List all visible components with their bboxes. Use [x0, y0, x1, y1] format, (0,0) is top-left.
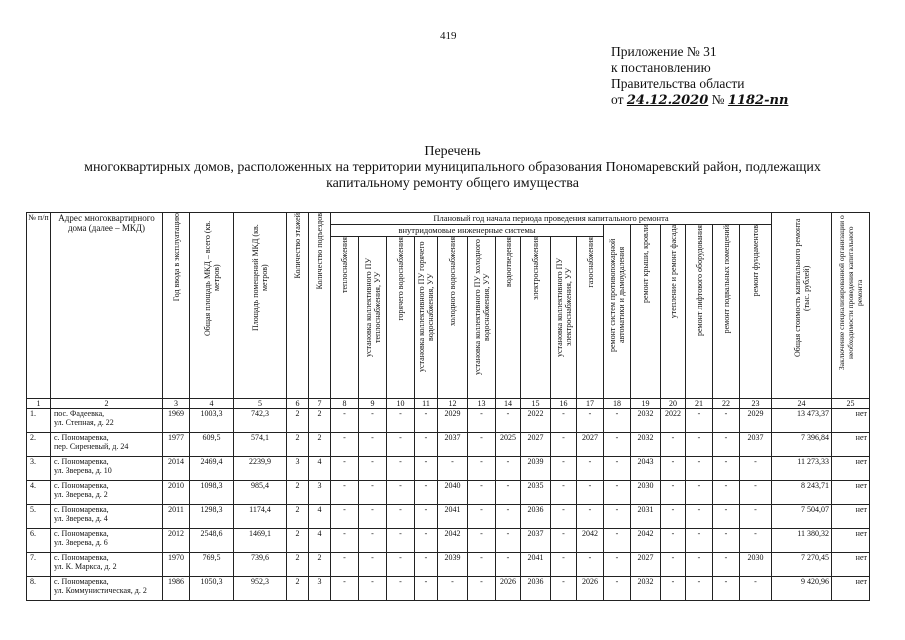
col-number: 13	[468, 399, 496, 409]
table-cell: -	[415, 433, 438, 457]
appendix-date: 24.12.2020	[626, 93, 709, 108]
col-number: 4	[190, 399, 234, 409]
address-cell	[51, 457, 163, 481]
table-row	[27, 481, 870, 505]
table-cell: 2031	[631, 505, 661, 529]
table-cell: 1050,3	[190, 577, 234, 601]
table-cell: -	[713, 553, 740, 577]
table-cell: 985,4	[234, 481, 287, 505]
col-number: 10	[387, 399, 415, 409]
table-cell: -	[577, 457, 604, 481]
address-locality: с. Пономаревка,	[54, 457, 109, 466]
table-cell: -	[740, 457, 772, 481]
table-cell: 2027	[631, 553, 661, 577]
table-cell: -	[468, 529, 496, 553]
table-cell: -	[604, 457, 631, 481]
table-cell: 2036	[521, 505, 551, 529]
header-address: Адрес многоквартирного дома (далее – МКД)	[51, 213, 163, 399]
table-cell: -	[387, 505, 415, 529]
document-subtitle-2: капитальному ремонту общего имущества	[326, 176, 579, 191]
table-cell: -	[496, 505, 521, 529]
table-cell: 2	[287, 433, 309, 457]
table-cell: 3	[309, 577, 331, 601]
table-cell: 2030	[740, 553, 772, 577]
table-cell: -	[359, 409, 387, 433]
table-cell: 2026	[496, 577, 521, 601]
address-street: ул. Зверева, д. 4	[54, 514, 108, 523]
table-cell: 1977	[163, 433, 190, 457]
address-locality: с. Пономаревка,	[54, 553, 109, 562]
table-cell: -	[604, 505, 631, 529]
table-cell: нет	[832, 481, 870, 505]
table-cell: 2548,6	[190, 529, 234, 553]
header-c12: холодного водоснабжения	[448, 237, 457, 327]
table-cell: -	[415, 553, 438, 577]
col-number: 17	[577, 399, 604, 409]
table-cell: -	[577, 481, 604, 505]
table-cell: 1969	[163, 409, 190, 433]
address-street: ул. К. Маркса, д. 2	[54, 562, 117, 571]
col-number: 7	[309, 399, 331, 409]
header-total-cost: Общая стоимость капитального ремонта (тыс. рублей)	[792, 218, 811, 358]
table-cell: 2041	[438, 505, 468, 529]
address-cell	[51, 529, 163, 553]
table-cell: -	[661, 553, 686, 577]
table-cell: 2029	[740, 409, 772, 433]
table-cell: -	[359, 505, 387, 529]
table-cell: -	[551, 457, 577, 481]
table-cell: -	[359, 457, 387, 481]
table-cell: 1174,4	[234, 505, 287, 529]
table-cell: 2	[287, 577, 309, 601]
table-cell: -	[604, 577, 631, 601]
table-cell: -	[604, 529, 631, 553]
table-cell: 2026	[577, 577, 604, 601]
header-conclusion: Заключение специализированной организации о необходимости проведения капитального ремонта	[837, 215, 864, 371]
col-number: 20	[661, 399, 686, 409]
row-number: 4.	[27, 481, 51, 505]
table-cell: -	[686, 481, 713, 505]
col-number: 14	[496, 399, 521, 409]
table-cell: 7 270,45	[772, 553, 832, 577]
table-cell: 1298,3	[190, 505, 234, 529]
address-locality: с. Пономаревка,	[54, 505, 109, 514]
header-c15: электроснабжения	[531, 237, 540, 300]
table-cell: 2039	[521, 457, 551, 481]
table-cell: -	[686, 409, 713, 433]
col-number: 23	[740, 399, 772, 409]
table-cell: 2032	[631, 433, 661, 457]
table-cell: 2	[309, 553, 331, 577]
table-cell: -	[496, 457, 521, 481]
table-cell: -	[577, 409, 604, 433]
table-cell: -	[686, 529, 713, 553]
col-number: 16	[551, 399, 577, 409]
col-number: 15	[521, 399, 551, 409]
col-number: 21	[686, 399, 713, 409]
table-cell: 1970	[163, 553, 190, 577]
table-cell: 2035	[521, 481, 551, 505]
address-cell	[51, 481, 163, 505]
header-plan: Плановый год начала периода проведения капитального ремонта	[331, 213, 772, 225]
table-cell: -	[438, 577, 468, 601]
table-cell: -	[468, 433, 496, 457]
table-cell: -	[740, 529, 772, 553]
table-cell: -	[686, 505, 713, 529]
table-cell: нет	[832, 505, 870, 529]
address-street: ул. Зверева, д. 10	[54, 466, 112, 475]
table-cell: -	[415, 529, 438, 553]
header-c13: установка коллективного ПУ холодного водоснабжения, УУ	[472, 239, 491, 375]
col-number: 11	[415, 399, 438, 409]
document-subtitle-1: многоквартирных домов, расположенных на территории муниципального образования Пономаревский район, подлежащих	[84, 160, 821, 175]
table-row	[27, 433, 870, 457]
table-cell: 2	[287, 505, 309, 529]
table-cell: -	[496, 409, 521, 433]
table-cell: 4	[309, 529, 331, 553]
appendix-no: №	[711, 92, 725, 107]
header-c23: ремонт фундаментов	[751, 225, 760, 297]
table-cell: -	[551, 433, 577, 457]
table-cell: 2040	[438, 481, 468, 505]
table-cell: -	[496, 481, 521, 505]
table-cell: -	[713, 577, 740, 601]
table-cell: 7 504,07	[772, 505, 832, 529]
table-cell: -	[604, 481, 631, 505]
row-number: 7.	[27, 553, 51, 577]
table-cell: 2037	[438, 433, 468, 457]
table-cell: -	[415, 577, 438, 601]
table-cell: -	[713, 481, 740, 505]
table-cell: 2037	[521, 529, 551, 553]
table-cell: -	[331, 553, 359, 577]
header-c10: горячего водоснабжения	[396, 237, 405, 321]
address-locality: с. Пономаревка,	[54, 529, 109, 538]
table-cell: -	[387, 409, 415, 433]
table-cell: -	[387, 577, 415, 601]
row-number: 6.	[27, 529, 51, 553]
col-number: 18	[604, 399, 631, 409]
col-number: 1	[27, 399, 51, 409]
address-street: ул. Степная, д. 22	[54, 418, 114, 427]
table-cell: -	[661, 577, 686, 601]
table-row	[27, 409, 870, 433]
table-cell: 1986	[163, 577, 190, 601]
col-number: 6	[287, 399, 309, 409]
col-number: 12	[438, 399, 468, 409]
table-cell: -	[551, 505, 577, 529]
col-number: 24	[772, 399, 832, 409]
table-cell: 11 380,32	[772, 529, 832, 553]
table-cell: 2022	[661, 409, 686, 433]
table-cell: -	[661, 505, 686, 529]
header-year: Год ввода в эксплуатацию	[171, 213, 181, 302]
table-cell: 2239,9	[234, 457, 287, 481]
table-cell: 2025	[496, 433, 521, 457]
table-cell: -	[661, 457, 686, 481]
table-cell: -	[359, 577, 387, 601]
column-numbers-row	[27, 399, 870, 409]
table-row	[27, 505, 870, 529]
address-street: ул. Зверева, д. 6	[54, 538, 108, 547]
table-cell: -	[387, 433, 415, 457]
header-no: № п/п	[27, 213, 51, 399]
address-street: пер. Сиреневый, д. 24	[54, 442, 129, 451]
page-number: 419	[440, 30, 457, 42]
table-cell: 2	[287, 481, 309, 505]
buildings-table	[26, 212, 870, 601]
table-cell: -	[686, 553, 713, 577]
appendix-line1: Приложение № 31	[611, 44, 717, 59]
table-cell: 2	[287, 553, 309, 577]
table-cell: -	[359, 433, 387, 457]
table-cell: 4	[309, 505, 331, 529]
header-c17: газоснабжения	[585, 237, 595, 288]
table-cell: -	[713, 433, 740, 457]
table-cell: -	[551, 553, 577, 577]
table-cell: 769,5	[190, 553, 234, 577]
table-cell: -	[468, 481, 496, 505]
table-cell: -	[331, 433, 359, 457]
table-cell: -	[387, 529, 415, 553]
col-number: 3	[163, 399, 190, 409]
header-c22: ремонт подвальных помещений	[721, 225, 731, 334]
table-cell: 2036	[521, 577, 551, 601]
header-c14: водоотведения	[503, 237, 513, 287]
table-cell: -	[415, 481, 438, 505]
table-cell: 3	[287, 457, 309, 481]
table-cell: -	[468, 553, 496, 577]
address-locality: с. Пономаревка,	[54, 481, 109, 490]
address-cell	[51, 505, 163, 529]
appendix-line2: к постановлению	[611, 60, 711, 75]
table-cell: 742,3	[234, 409, 287, 433]
table-cell: -	[686, 577, 713, 601]
table-cell: 2	[287, 529, 309, 553]
col-number: 5	[234, 399, 287, 409]
table-cell: 2029	[438, 409, 468, 433]
row-number: 5.	[27, 505, 51, 529]
table-cell: 13 473,37	[772, 409, 832, 433]
table-row	[27, 553, 870, 577]
table-cell: -	[577, 553, 604, 577]
table-cell: 2	[309, 409, 331, 433]
table-cell: -	[713, 409, 740, 433]
col-number: 22	[713, 399, 740, 409]
table-body	[27, 409, 870, 601]
address-cell	[51, 553, 163, 577]
table-cell: -	[661, 481, 686, 505]
col-number: 8	[331, 399, 359, 409]
table-cell: -	[604, 433, 631, 457]
address-locality: с. Пономаревка,	[54, 577, 109, 586]
row-number: 8.	[27, 577, 51, 601]
table-cell: 2042	[631, 529, 661, 553]
address-street: ул. Зверева, д. 2	[54, 490, 108, 499]
appendix-number: 1182-пп	[727, 93, 789, 108]
header-c18: ремонт систем противопожарной автоматики и дымоудаления	[608, 238, 626, 352]
table-cell: -	[740, 577, 772, 601]
table-cell: 2042	[577, 529, 604, 553]
table-cell: 9 420,96	[772, 577, 832, 601]
table-cell: -	[713, 505, 740, 529]
table-cell: -	[331, 505, 359, 529]
table-cell: 7 396,84	[772, 433, 832, 457]
table-cell: -	[551, 529, 577, 553]
table-cell: -	[604, 553, 631, 577]
header-c21: ремонт лифтового оборудования	[694, 225, 704, 337]
col-number: 9	[359, 399, 387, 409]
table-cell: -	[387, 553, 415, 577]
header-c20: утепление и ремонт фасада	[668, 225, 678, 319]
col-number: 19	[631, 399, 661, 409]
table-row	[27, 577, 870, 601]
appendix-header	[611, 44, 788, 109]
header-c19: ремонт крыши, кровли	[641, 225, 650, 303]
table-cell: нет	[832, 553, 870, 577]
table-cell: -	[496, 529, 521, 553]
table-cell: -	[387, 481, 415, 505]
table-cell: 2469,4	[190, 457, 234, 481]
table-row	[27, 529, 870, 553]
table-cell: -	[468, 577, 496, 601]
header-c16: установка коллективного ПУ электроснабжения, УУ	[554, 257, 573, 357]
table-cell: -	[496, 553, 521, 577]
table-cell: 2041	[521, 553, 551, 577]
table-cell: нет	[832, 433, 870, 457]
table-cell: -	[331, 409, 359, 433]
table-cell: 952,3	[234, 577, 287, 601]
table-cell: 739,6	[234, 553, 287, 577]
table-cell: -	[415, 457, 438, 481]
table-cell: -	[686, 457, 713, 481]
table-cell: 11 273,33	[772, 457, 832, 481]
table-cell: 1098,3	[190, 481, 234, 505]
table-cell: -	[713, 529, 740, 553]
table-cell: -	[331, 457, 359, 481]
table-cell: -	[661, 433, 686, 457]
table-cell: -	[468, 409, 496, 433]
table-cell: -	[577, 505, 604, 529]
table-cell: -	[551, 577, 577, 601]
table-cell: 2022	[521, 409, 551, 433]
table-cell: -	[713, 457, 740, 481]
table-cell: 2011	[163, 505, 190, 529]
table-cell: 2039	[438, 553, 468, 577]
table-cell: 2037	[740, 433, 772, 457]
table-cell: нет	[832, 529, 870, 553]
address-street: ул. Коммунистическая, д. 2	[54, 586, 147, 595]
table-cell: 2030	[631, 481, 661, 505]
address-cell	[51, 409, 163, 433]
table-cell: 3	[309, 481, 331, 505]
table-cell: -	[359, 553, 387, 577]
table-cell: -	[686, 433, 713, 457]
table-cell: 1469,1	[234, 529, 287, 553]
table-cell: 609,5	[190, 433, 234, 457]
table-cell: -	[331, 529, 359, 553]
table-cell: 2	[309, 433, 331, 457]
row-number: 1.	[27, 409, 51, 433]
table-cell: -	[331, 577, 359, 601]
header-total-area: Общая площадь МКД – всего (кв. метров)	[202, 220, 221, 336]
table-cell: 2042	[438, 529, 468, 553]
table-cell: -	[331, 481, 359, 505]
appendix-from: от	[611, 92, 624, 107]
table-cell: 2027	[577, 433, 604, 457]
table-cell: -	[661, 529, 686, 553]
table-cell: 574,1	[234, 433, 287, 457]
table-cell: нет	[832, 457, 870, 481]
table-cell: -	[468, 457, 496, 481]
header-premises-area: Площадь помещений МКД (кв. метров)	[251, 224, 269, 332]
table-cell: -	[415, 409, 438, 433]
table-cell: -	[551, 409, 577, 433]
table-cell: 4	[309, 457, 331, 481]
table-cell: -	[359, 529, 387, 553]
header-c11: установка коллективного ПУ горячего водоснабжения, УУ	[417, 241, 435, 373]
appendix-date-line	[611, 92, 788, 109]
table-cell: 2	[287, 409, 309, 433]
table-cell: 2014	[163, 457, 190, 481]
header-entrances: Количество подъездов	[315, 213, 324, 290]
header-c8: теплоснабжения	[340, 237, 349, 293]
table-cell: нет	[832, 577, 870, 601]
header-internal-systems: внутридомовые инженерные системы	[331, 225, 604, 237]
row-number: 3.	[27, 457, 51, 481]
col-number: 25	[832, 399, 870, 409]
address-cell	[51, 433, 163, 457]
table-cell: -	[359, 481, 387, 505]
table-cell: -	[551, 481, 577, 505]
appendix-line3: Правительства области	[611, 76, 745, 91]
table-cell: -	[438, 457, 468, 481]
table-cell: 2010	[163, 481, 190, 505]
table-cell: 2032	[631, 409, 661, 433]
table-row	[27, 457, 870, 481]
address-locality: с. Пономаревка,	[54, 433, 109, 442]
address-locality: пос. Фадеевка,	[54, 409, 105, 418]
table-cell: -	[740, 505, 772, 529]
table-cell: -	[415, 505, 438, 529]
header-c9: установка коллективного ПУ теплоснабжения, УУ	[363, 257, 382, 357]
table-cell: -	[740, 481, 772, 505]
table-cell: -	[604, 409, 631, 433]
table-cell: 2012	[163, 529, 190, 553]
table-cell: -	[468, 505, 496, 529]
table-cell: 1003,3	[190, 409, 234, 433]
document-title: Перечень	[424, 144, 481, 159]
col-number: 2	[51, 399, 163, 409]
address-cell	[51, 577, 163, 601]
header-floors: Количество этажей	[293, 213, 302, 279]
table-cell: 2043	[631, 457, 661, 481]
table-cell: 2027	[521, 433, 551, 457]
table-cell: -	[387, 457, 415, 481]
table-cell: 8 243,71	[772, 481, 832, 505]
table-cell: нет	[832, 409, 870, 433]
table-cell: 2032	[631, 577, 661, 601]
row-number: 2.	[27, 433, 51, 457]
